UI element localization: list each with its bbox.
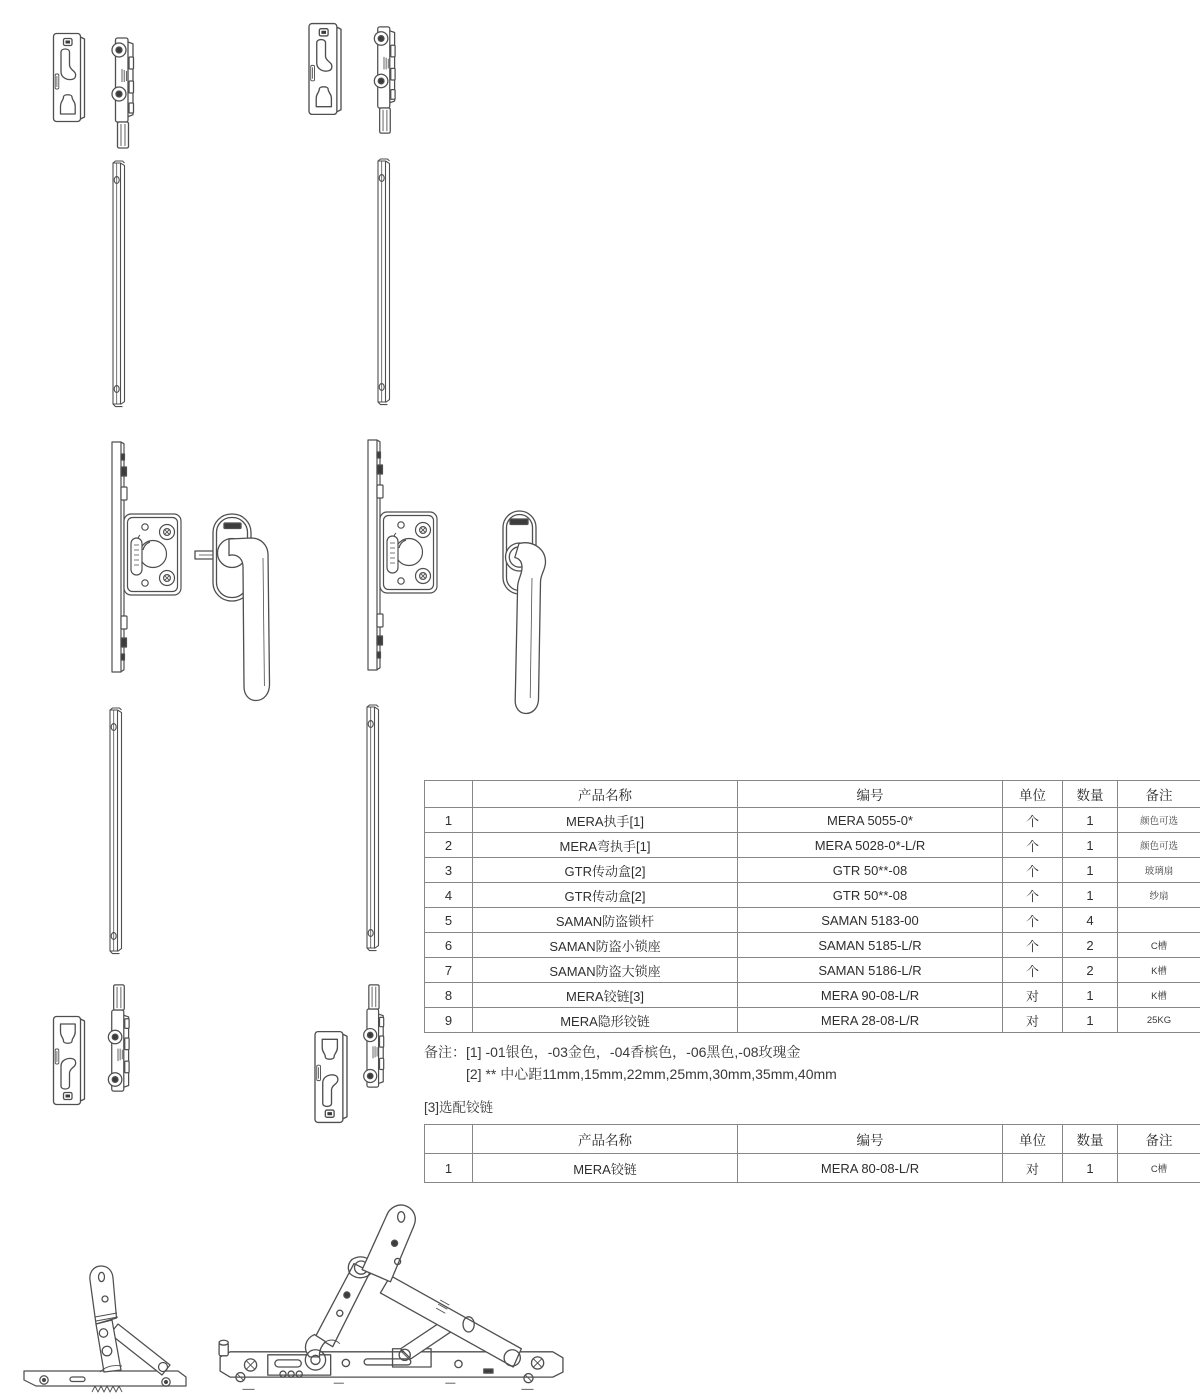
cell-qty: 1 [1063, 1154, 1118, 1183]
col-header [425, 781, 473, 808]
cell-remark: K槽 [1118, 983, 1200, 1008]
table-row [425, 958, 1200, 983]
col-header: 编号 [738, 781, 1003, 808]
cell-qty: 1 [1063, 883, 1118, 908]
drawing-gearbox-screen-sash [360, 438, 450, 673]
table-row [425, 1008, 1200, 1033]
table-row [425, 1154, 1200, 1183]
cell-unit: 个 [1003, 883, 1063, 908]
cell-code: MERA 5028-0*-L/R [738, 833, 1003, 858]
cell-name: SAMAN防盗锁杆 [473, 908, 738, 933]
drawing-handle-straight [193, 501, 278, 706]
cell-name: SAMAN防盗小锁座 [473, 933, 738, 958]
cell-name: SAMAN防盗大锁座 [473, 958, 738, 983]
cell-code: MERA 90-08-L/R [738, 983, 1003, 1008]
col-header: 备注 [1118, 1125, 1200, 1154]
col-header: 数量 [1063, 781, 1118, 808]
cell-qty: 1 [1063, 983, 1118, 1008]
cell-no: 5 [425, 908, 473, 933]
col-header: 产品名称 [473, 1125, 738, 1154]
col-header: 编号 [738, 1125, 1003, 1154]
cell-qty: 1 [1063, 858, 1118, 883]
cell-no: 6 [425, 933, 473, 958]
cell-no: 2 [425, 833, 473, 858]
cell-qty: 1 [1063, 1008, 1118, 1033]
cell-no: 4 [425, 883, 473, 908]
cell-no: 1 [425, 1154, 473, 1183]
cell-unit: 个 [1003, 958, 1063, 983]
cell-name: GTR传动盒[2] [473, 858, 738, 883]
cell-remark: C槽 [1118, 1154, 1200, 1183]
cell-code: MERA 28-08-L/R [738, 1008, 1003, 1033]
note-text: [2] ** 中心距11mm,15mm,22mm,25mm,30mm,35mm,40mm [466, 1066, 837, 1082]
cell-no: 8 [425, 983, 473, 1008]
cell-remark: 纱扇 [1118, 883, 1200, 908]
cell-unit: 个 [1003, 858, 1063, 883]
drawing-large-keeper-2 [312, 1028, 350, 1124]
cell-name: MERA弯执手[1] [473, 833, 738, 858]
cell-qty: 2 [1063, 933, 1118, 958]
cell-remark: 25KG [1118, 1008, 1200, 1033]
cell-remark: 颜色可选 [1118, 808, 1200, 833]
table-row [425, 933, 1200, 958]
drawing-friction-hinge-small [20, 1248, 192, 1396]
drawing-handle-curved [494, 503, 556, 717]
drawing-small-keeper-1 [52, 32, 86, 125]
cell-name: MERA隐形铰链 [473, 1008, 738, 1033]
cell-name: MERA铰链[3] [473, 983, 738, 1008]
cell-qty: 1 [1063, 808, 1118, 833]
drawing-large-keeper-1 [306, 22, 344, 118]
note-label: 备注： [424, 1044, 466, 1060]
cell-unit: 对 [1003, 1154, 1063, 1183]
drawing-gearbox-glass-sash [104, 440, 194, 675]
drawing-lock-bar-1 [107, 160, 129, 410]
optional-hinge-label: [3]选配铰链 [424, 1100, 494, 1115]
col-header: 备注 [1118, 781, 1200, 808]
cell-name: MERA铰链 [473, 1154, 738, 1183]
main-parts-table [424, 780, 1200, 1033]
cell-remark: 玻璃扇 [1118, 858, 1200, 883]
optional-parts-table [424, 1124, 1200, 1183]
drawing-lock-bar-4 [361, 704, 383, 954]
cell-no: 3 [425, 858, 473, 883]
cell-remark: 颜色可选 [1118, 833, 1200, 858]
cell-qty: 4 [1063, 908, 1118, 933]
cell-code: SAMAN 5185-L/R [738, 933, 1003, 958]
drawing-lock-rod-end-2 [370, 25, 398, 135]
cell-code: MERA 80-08-L/R [738, 1154, 1003, 1183]
cell-unit: 个 [1003, 933, 1063, 958]
col-header: 产品名称 [473, 781, 738, 808]
cell-qty: 1 [1063, 833, 1118, 858]
cell-unit: 个 [1003, 908, 1063, 933]
optional-table-wrap [424, 1124, 1200, 1183]
drawing-small-keeper-2 [52, 1013, 86, 1106]
table-row [425, 858, 1200, 883]
drawing-lock-rod-end-1 [108, 36, 136, 150]
cell-no: 9 [425, 1008, 473, 1033]
table-row [425, 883, 1200, 908]
cell-code: GTR 50**-08 [738, 883, 1003, 908]
table-header-row [425, 781, 1200, 808]
col-header: 单位 [1003, 1125, 1063, 1154]
table-row [425, 833, 1200, 858]
cell-unit: 对 [1003, 983, 1063, 1008]
cell-remark: K槽 [1118, 958, 1200, 983]
note-line-2 [424, 1064, 837, 1084]
cell-qty: 2 [1063, 958, 1118, 983]
cell-name: GTR传动盒[2] [473, 883, 738, 908]
cell-unit: 个 [1003, 833, 1063, 858]
note-line-1 [424, 1042, 801, 1062]
drawing-lock-rod-end-3 [104, 983, 132, 1093]
drawing-lock-bar-2 [372, 158, 394, 408]
drawing-lock-bar-3 [104, 707, 126, 957]
cell-code: MERA 5055-0* [738, 808, 1003, 833]
table-row [425, 908, 1200, 933]
cell-remark [1118, 908, 1200, 933]
drawing-friction-hinge-large [212, 1194, 567, 1398]
col-header [425, 1125, 473, 1154]
cell-no: 1 [425, 808, 473, 833]
cell-unit: 个 [1003, 808, 1063, 833]
cell-code: SAMAN 5183-00 [738, 908, 1003, 933]
col-header: 单位 [1003, 781, 1063, 808]
cell-name: MERA执手[1] [473, 808, 738, 833]
cell-unit: 对 [1003, 1008, 1063, 1033]
col-header: 数量 [1063, 1125, 1118, 1154]
cell-code: GTR 50**-08 [738, 858, 1003, 883]
drawing-lock-rod-end-4 [359, 983, 387, 1089]
main-parts-table-wrap [424, 780, 1200, 1033]
table-row [425, 808, 1200, 833]
cell-no: 7 [425, 958, 473, 983]
cell-remark: C槽 [1118, 933, 1200, 958]
note-text: [1] -01银色，-03金色，-04香槟色，-06黑色,-08玫瑰金 [466, 1044, 801, 1060]
table-header-row [425, 1125, 1200, 1154]
table-row [425, 983, 1200, 1008]
cell-code: SAMAN 5186-L/R [738, 958, 1003, 983]
